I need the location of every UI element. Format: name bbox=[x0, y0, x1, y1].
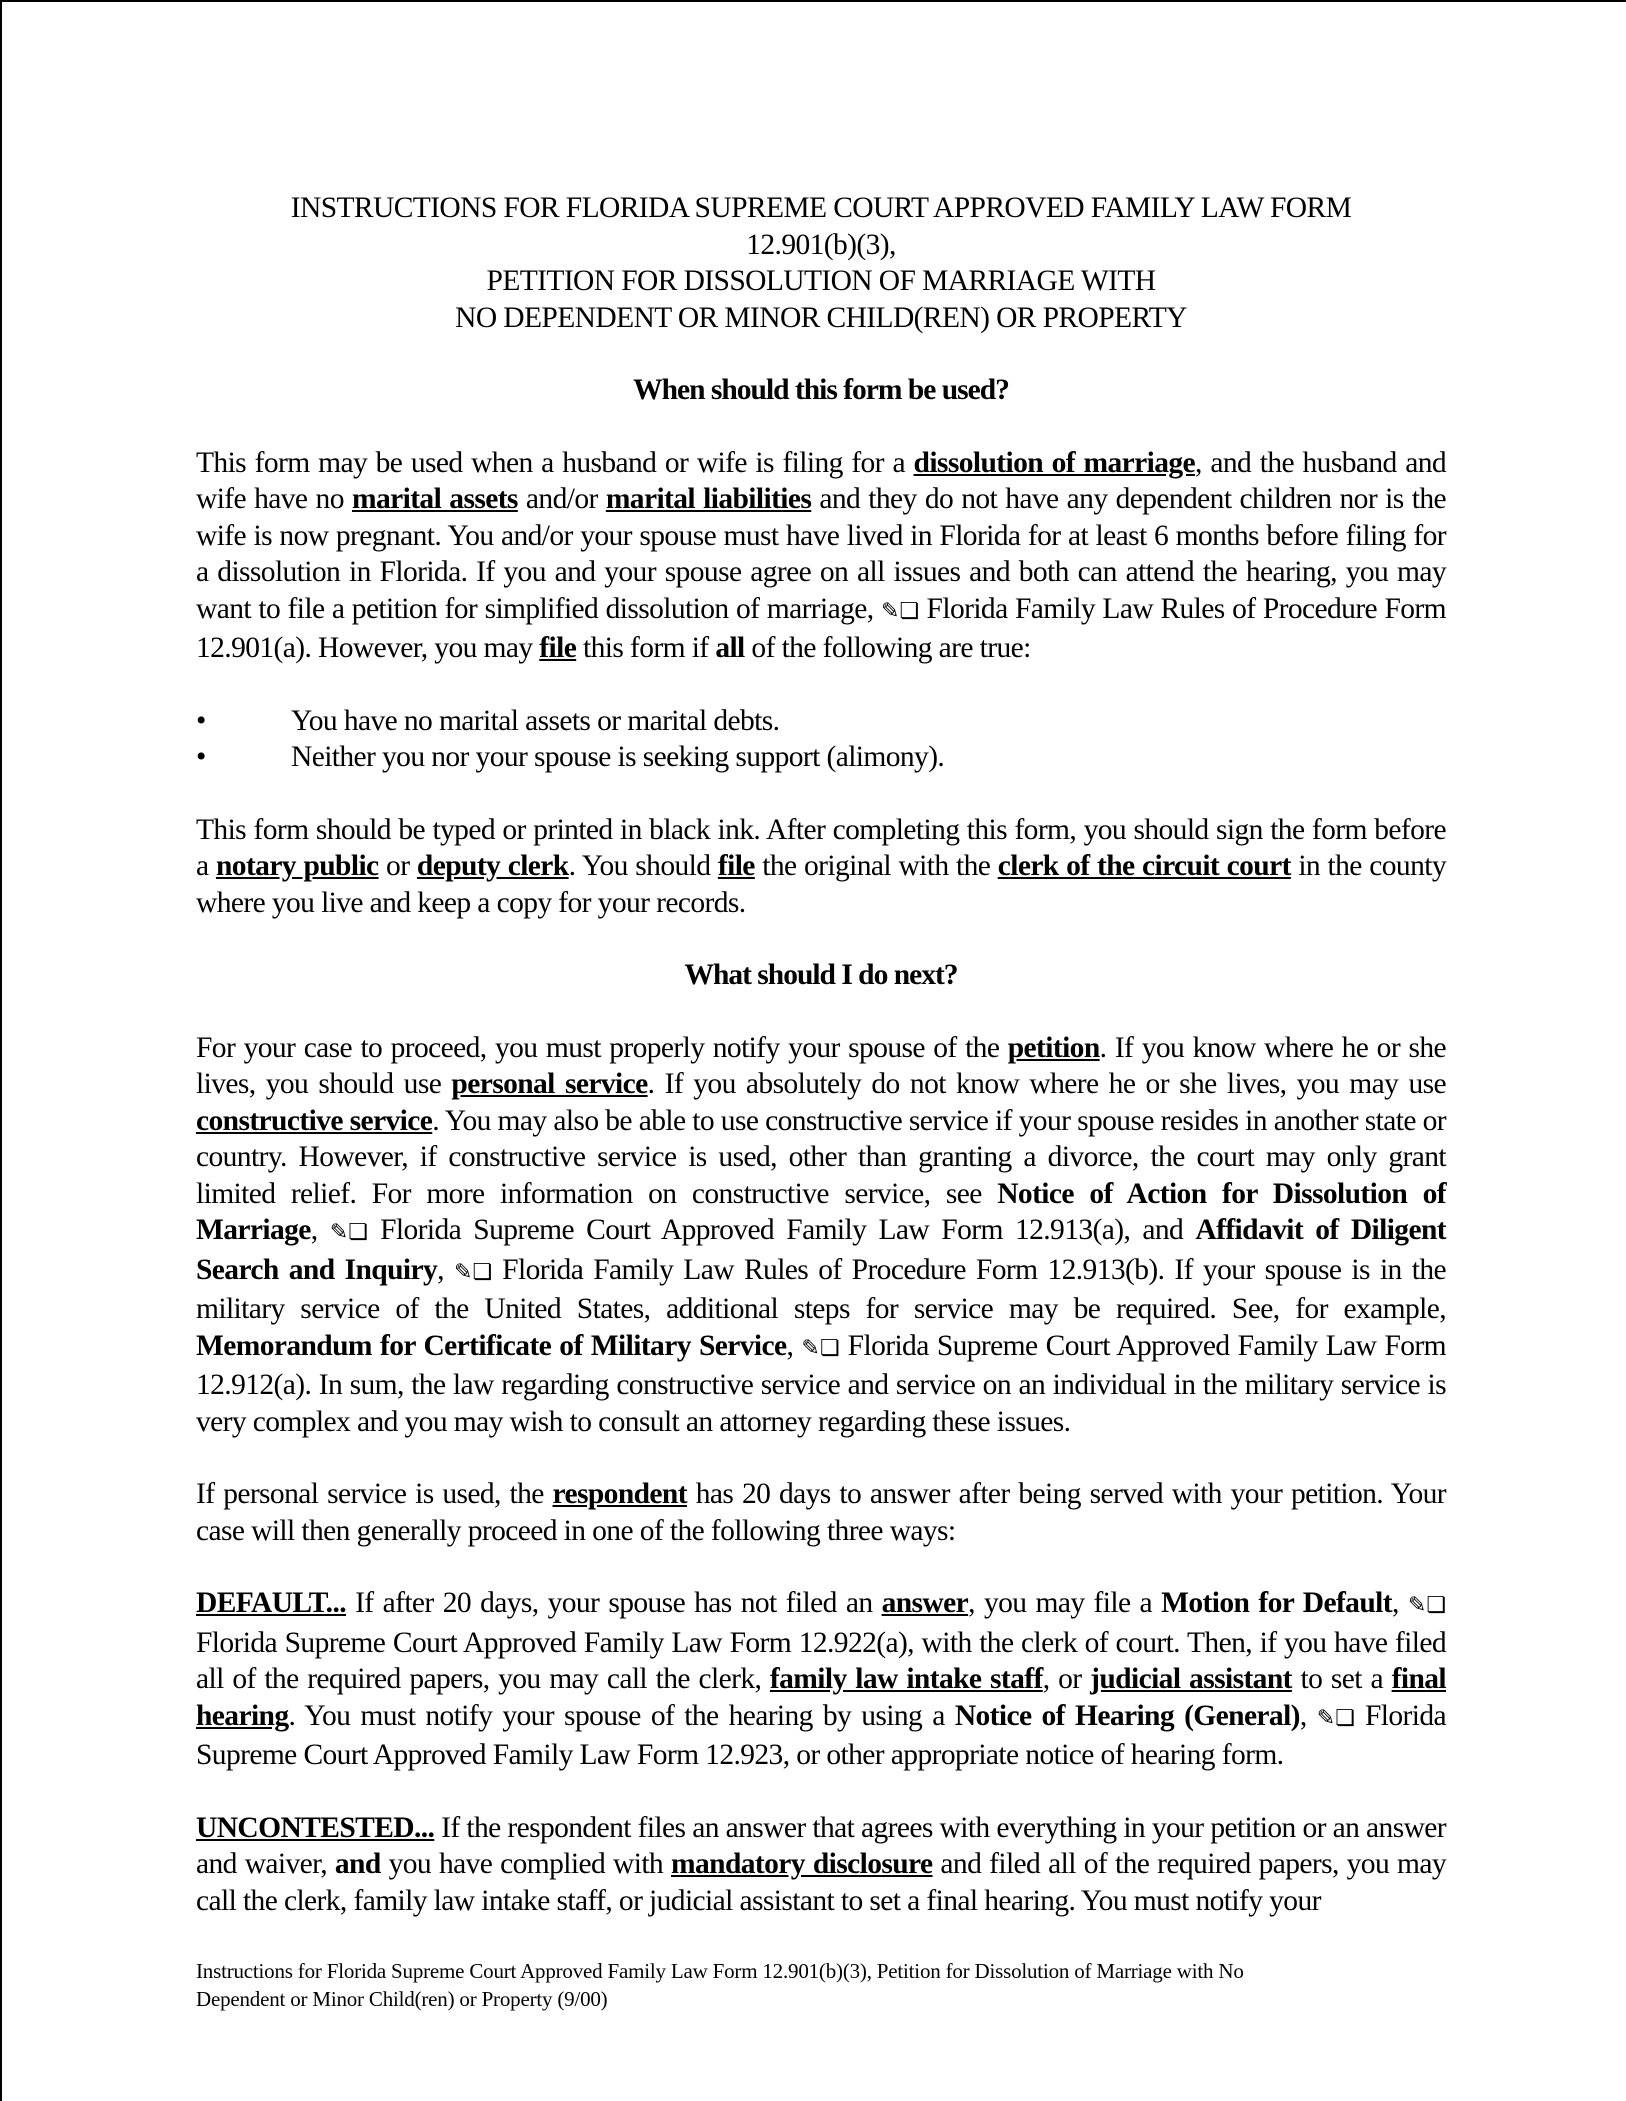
document-page bbox=[196, 190, 1446, 1955]
form-reference-icon: ✎❏ bbox=[1316, 1705, 1355, 1731]
form-reference-icon: ✎❏ bbox=[329, 1220, 368, 1245]
term-respondent[interactable]: respondent bbox=[552, 1478, 687, 1510]
paragraph-default: DEFAULT... If after 20 days, your spouse has not filed an answer, you may file a Motion for Default, ✎❏ Florida Supreme Court Approved Family Law Form 12.922(a), with the clerk of court. Then, if you have filed all of the required papers, you may call the clerk, family law intake staff, or judicial assistant to set a final hearing. You must notify your spouse of the hearing by using a Notice of Hearing (General), ✎❏ Florida Supreme Court Approved Family Law Form 12.923, or other appropriate notice of hearing form. bbox=[196, 1587, 1446, 1771]
emphasis-and: and bbox=[334, 1848, 381, 1880]
form-reference-icon: ✎❏ bbox=[880, 598, 920, 624]
bullet-icon: • bbox=[196, 741, 206, 773]
term-personal-service[interactable]: personal service bbox=[451, 1068, 648, 1100]
conditions-list bbox=[196, 703, 1446, 776]
footer-line-2: Dependent or Minor Child(ren) or Property (9/00) bbox=[196, 1987, 608, 2011]
form-title-notice-of-action: Notice of Action for Dissolution of Marriage bbox=[196, 1177, 1446, 1246]
bullet-icon: • bbox=[196, 704, 206, 737]
document-title bbox=[196, 190, 1446, 336]
term-file[interactable]: file bbox=[539, 632, 577, 664]
list-item: • Neither you nor your spouse is seeking support (alimony). bbox=[196, 739, 1446, 776]
term-clerk-of-circuit-court[interactable]: clerk of the circuit court bbox=[997, 850, 1291, 882]
term-notary-public[interactable]: notary public bbox=[215, 850, 379, 882]
term-family-law-intake-staff[interactable]: family law intake staff bbox=[769, 1663, 1043, 1695]
section-heading-next: What should I do next? bbox=[684, 959, 958, 991]
title-line-1: INSTRUCTIONS FOR FLORIDA SUPREME COURT APPROVED FAMILY LAW FORM bbox=[290, 192, 1352, 224]
page-border-left bbox=[0, 0, 2, 2101]
form-title-motion-for-default: Motion for Default bbox=[1161, 1587, 1392, 1619]
term-answer[interactable]: answer bbox=[881, 1587, 969, 1619]
paragraph-filing: This form should be typed or printed in black ink. After completing this form, you should sign the form before a notary public or deputy clerk. You should file the original with the clerk of the circuit court in the county where you live and keep a copy for your records. bbox=[196, 813, 1446, 919]
form-title-affidavit: Affidavit of Diligent Search and Inquiry bbox=[196, 1214, 1446, 1286]
footer-line-1: Instructions for Florida Supreme Court Approved Family Law Form 12.901(b)(3), Petition for Dissolution of Marriage with No bbox=[196, 1959, 1244, 1983]
term-constructive-service[interactable]: constructive service bbox=[196, 1104, 433, 1137]
form-title-military-memorandum: Memorandum for Certificate of Military Service bbox=[196, 1329, 787, 1362]
label-uncontested: UNCONTESTED... bbox=[196, 1811, 435, 1844]
paragraph-service: For your case to proceed, you must properly notify your spouse of the petition. If you know where he or she lives, you should use personal service. If you absolutely do not know where he or she lives, you may use constructive service. You may also be able to use constructive service if your spouse resides in another state or country. However, if constructive service is used, other than granting a divorce, the court may only grant limited relief. For more information on constructive service, see Notice of Action for Dissolution of Marriage, ✎❏ Florida Supreme Court Approved Family Law Form 12.913(a), and Affidavit of Diligent Search and Inquiry, ✎❏ Florida Family Law Rules of Procedure Form 12.913(b). If your spouse is in the military service of the United States, additional steps for service may be required. See, for example, Memorandum for Certificate of Military Service, ✎❏ Florida Supreme Court Approved Family Law Form 12.912(a). In sum, the law regarding constructive service and service on an individual in the military service is very complex and you may wish to consult an attorney regarding these issues. bbox=[196, 1031, 1446, 1438]
term-mandatory-disclosure[interactable]: mandatory disclosure bbox=[671, 1848, 933, 1880]
term-judicial-assistant[interactable]: judicial assistant bbox=[1090, 1663, 1292, 1695]
section-heading-when: When should this form be used? bbox=[633, 374, 1009, 406]
term-deputy-clerk[interactable]: deputy clerk bbox=[416, 850, 569, 882]
title-line-3: PETITION FOR DISSOLUTION OF MARRIAGE WITH bbox=[486, 265, 1156, 297]
form-reference-icon: ✎❏ bbox=[453, 1259, 493, 1285]
term-file[interactable]: file bbox=[717, 850, 755, 882]
form-title-notice-of-hearing: Notice of Hearing (General) bbox=[954, 1699, 1300, 1732]
term-final-hearing[interactable]: final hearing bbox=[196, 1663, 1446, 1732]
paragraph-respondent: If personal service is used, the respondent has 20 days to answer after being served with your petition. Your case will then generally proceed in one of the following three ways: bbox=[196, 1478, 1447, 1547]
title-line-4: NO DEPENDENT OR MINOR CHILD(REN) OR PROPERTY bbox=[455, 301, 1187, 334]
form-reference-icon: ✎❏ bbox=[801, 1335, 840, 1361]
emphasis-all: all bbox=[715, 632, 745, 664]
term-marital-assets[interactable]: marital assets bbox=[351, 483, 518, 515]
title-line-2: 12.901(b)(3), bbox=[746, 228, 896, 261]
term-marital-liabilities[interactable]: marital liabilities bbox=[605, 483, 812, 515]
paragraph-usage: This form may be used when a husband or wife is filing for a dissolution of marriage, and the husband and wife have no marital assets and/or marital liabilities and they do not have any dependent children nor is the wife is now pregnant. You and/or your spouse must have lived in Florida for at least 6 months before filing for a dissolution in Florida. If you and your spouse agree on all issues and both can attend the hearing, you may want to file a petition for simplified dissolution of marriage, ✎❏ Florida Family Law Rules of Procedure Form 12.901(a). However, you may file this form if all of the following are true: bbox=[196, 446, 1447, 664]
term-dissolution-of-marriage[interactable]: dissolution of marriage bbox=[913, 446, 1196, 479]
label-default: DEFAULT... bbox=[196, 1587, 346, 1619]
term-petition[interactable]: petition bbox=[1007, 1031, 1100, 1064]
paragraph-uncontested: UNCONTESTED... If the respondent files an answer that agrees with everything in your petition or an answer and waiver, and you have complied with mandatory disclosure and filed all of the required papers, you may call the clerk, family law intake staff, or judicial assistant to set a final hearing. You must notify your bbox=[196, 1811, 1447, 1917]
page-footer bbox=[196, 1957, 1416, 2013]
form-reference-icon: ✎❏ bbox=[1407, 1593, 1446, 1618]
page-border-top bbox=[0, 0, 1626, 2]
list-item: • You have no marital assets or marital debts. bbox=[196, 703, 1446, 740]
